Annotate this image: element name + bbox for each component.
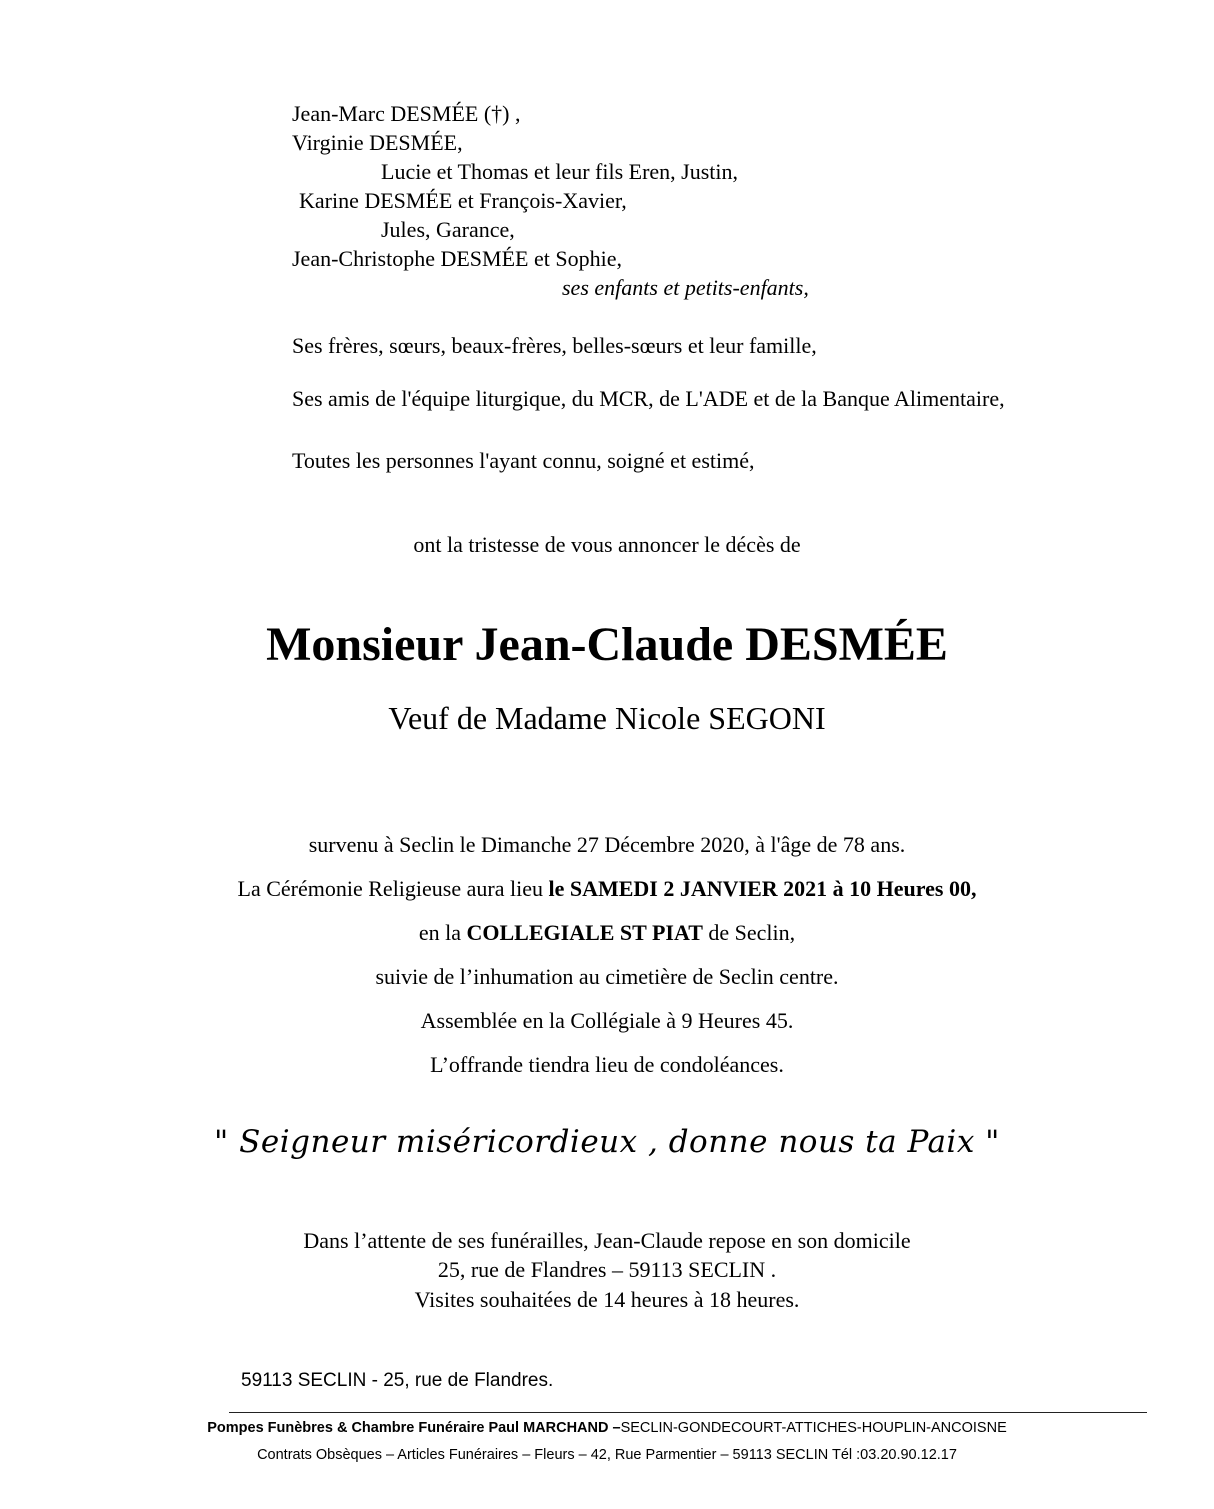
prayer-quote: " Seigneur miséricordieux , donne nous ta Paix " [214,1124,1000,1160]
portrait-photo [929,37,1149,345]
family-line: Karine DESMÉE et François-Xavier, [299,188,627,213]
family-relation: ses enfants et petits-enfants, [562,275,809,300]
family-line: Virginie DESMÉE, [292,130,463,155]
church-suffix: de Seclin, [702,920,796,945]
rest-line: Dans l’attente de ses funérailles, Jean-Claude repose en son domicile [303,1228,911,1253]
deceased-name: Monsieur Jean-Claude DESMÉE [266,618,948,671]
ceremony-line [0,876,1214,902]
company-towns: SECLIN-GONDECOURT-ATTICHES-HOUPLIN-ANCOISNE [620,1420,1007,1436]
footer-divider [229,1412,1147,1413]
company-contact: Contrats Obsèques – Articles Funéraires – Fleurs – 42, Rue Parmentier – 59113 SECLIN Tél :03.20.90.12.17 [257,1447,957,1463]
church-line [0,920,1214,946]
mourners-line: Toutes les personnes l'ayant connu, soigné et estimé, [292,448,755,473]
announcement: ont la tristesse de vous annoncer le décès de [413,532,801,557]
company-line [0,1420,1214,1436]
mourners-line: Ses frères, sœurs, beaux-frères, belles-sœurs et leur famille, [292,333,817,358]
death-details: survenu à Seclin le Dimanche 27 Décembre 2020, à l'âge de 78 ans. [308,832,906,857]
family-line: Jules, Garance, [381,217,515,242]
ceremony-prefix: La Cérémonie Religieuse aura lieu [237,876,549,901]
offering-line: L’offrande tiendra lieu de condoléances. [430,1052,784,1077]
burial-line: suivie de l’inhumation au cimetière de Seclin centre. [375,964,839,989]
ceremony-date: le SAMEDI 2 JANVIER 2021 à 10 Heures 00, [548,876,977,901]
family-line: Jean-Marc DESMÉE (†) , [292,101,521,126]
rest-address: 25, rue de Flandres – 59113 SECLIN . [437,1257,777,1282]
mourners-line: Ses amis de l'équipe liturgique, du MCR, de L'ADE et de la Banque Alimentaire, [292,386,1005,411]
family-line: Lucie et Thomas et leur fils Eren, Justin, [381,159,739,184]
visit-hours: Visites souhaitées de 14 heures à 18 heures. [414,1287,800,1312]
church-prefix: en la [418,920,467,945]
footer-address: 59113 SECLIN - 25, rue de Flandres. [241,1370,554,1391]
deceased-spouse: Veuf de Madame Nicole SEGONI [388,700,826,736]
assembly-line: Assemblée en la Collégiale à 9 Heures 45. [420,1008,794,1033]
company-name: Pompes Funèbres & Chambre Funéraire Paul MARCHAND – [207,1420,621,1436]
church-name: COLLEGIALE ST PIAT [466,920,703,945]
family-line: Jean-Christophe DESMÉE et Sophie, [292,246,622,271]
